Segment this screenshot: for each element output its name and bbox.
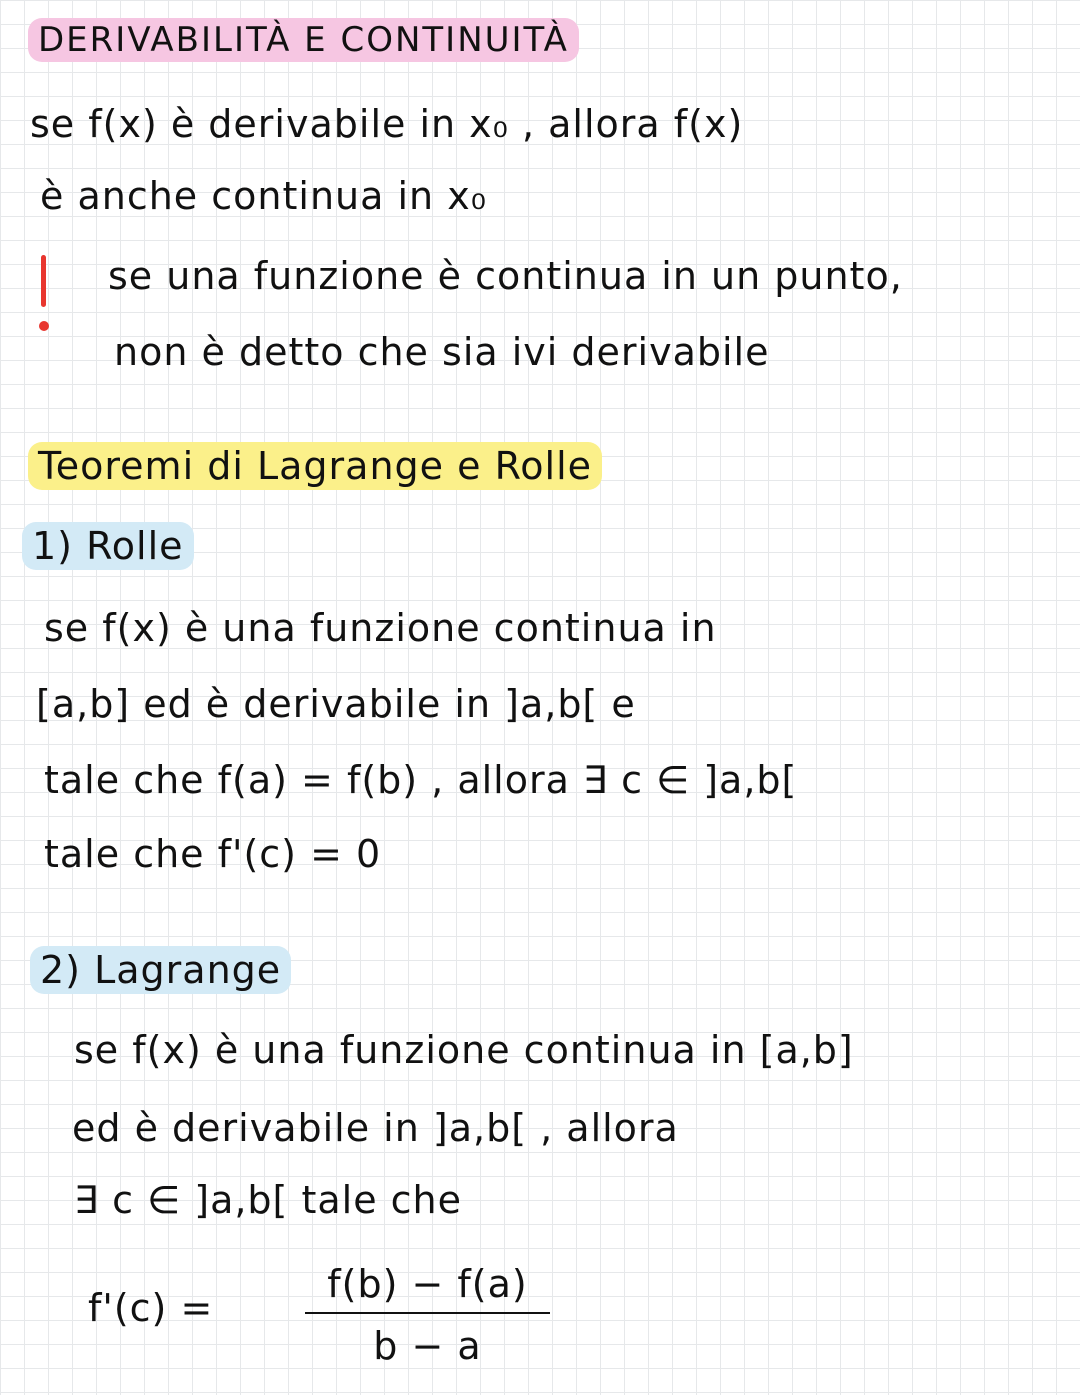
rolle-line-2: [a,b] ed è derivabile in ]a,b[ e [36,682,636,726]
rolle-line-4: tale che f'(c) = 0 [44,832,382,876]
section-title-derivability [28,22,579,59]
theorem-line-1: se f(x) è derivabile in x₀ , allora f(x) [30,102,744,146]
lagrange-line-2: ed è derivabile in ]a,b[ , allora [72,1106,679,1150]
lagrange-line-1: se f(x) è una funzione continua in [a,b] [74,1028,854,1072]
note-line-2: non è detto che sia ivi derivabile [114,330,770,374]
exclamation-dot [39,321,49,331]
lagrange-heading-highlight: 2) Lagrange [30,946,291,994]
fraction-numerator: f(b) − f(a) [327,1262,528,1306]
note-line-1: se una funzione è continua in un punto, [108,254,903,298]
rolle-line-1: se f(x) è una funzione continua in [44,606,717,650]
exclamation-warning-icon [34,255,54,345]
lagrange-line-3: ∃ c ∈ ]a,b[ tale che [74,1178,463,1222]
formula-lhs: f'(c) = [88,1286,214,1330]
lagrange-heading [30,950,291,992]
exclamation-bar [41,255,46,307]
fraction-bar [305,1312,550,1314]
title-highlight: DERIVABILITÀ E CONTINUITÀ [28,18,579,62]
theorems-title-highlight: Teoremi di Lagrange e Rolle [28,442,602,490]
section-title-theorems [28,446,602,488]
fraction-denominator: b − a [373,1324,482,1368]
theorem-line-2: è anche continua in x₀ [40,174,487,218]
mean-value-fraction [305,1262,550,1368]
rolle-line-3: tale che f(a) = f(b) , allora ∃ c ∈ ]a,b[ [44,758,798,802]
rolle-heading-highlight: 1) Rolle [22,522,194,570]
rolle-heading [22,526,194,568]
